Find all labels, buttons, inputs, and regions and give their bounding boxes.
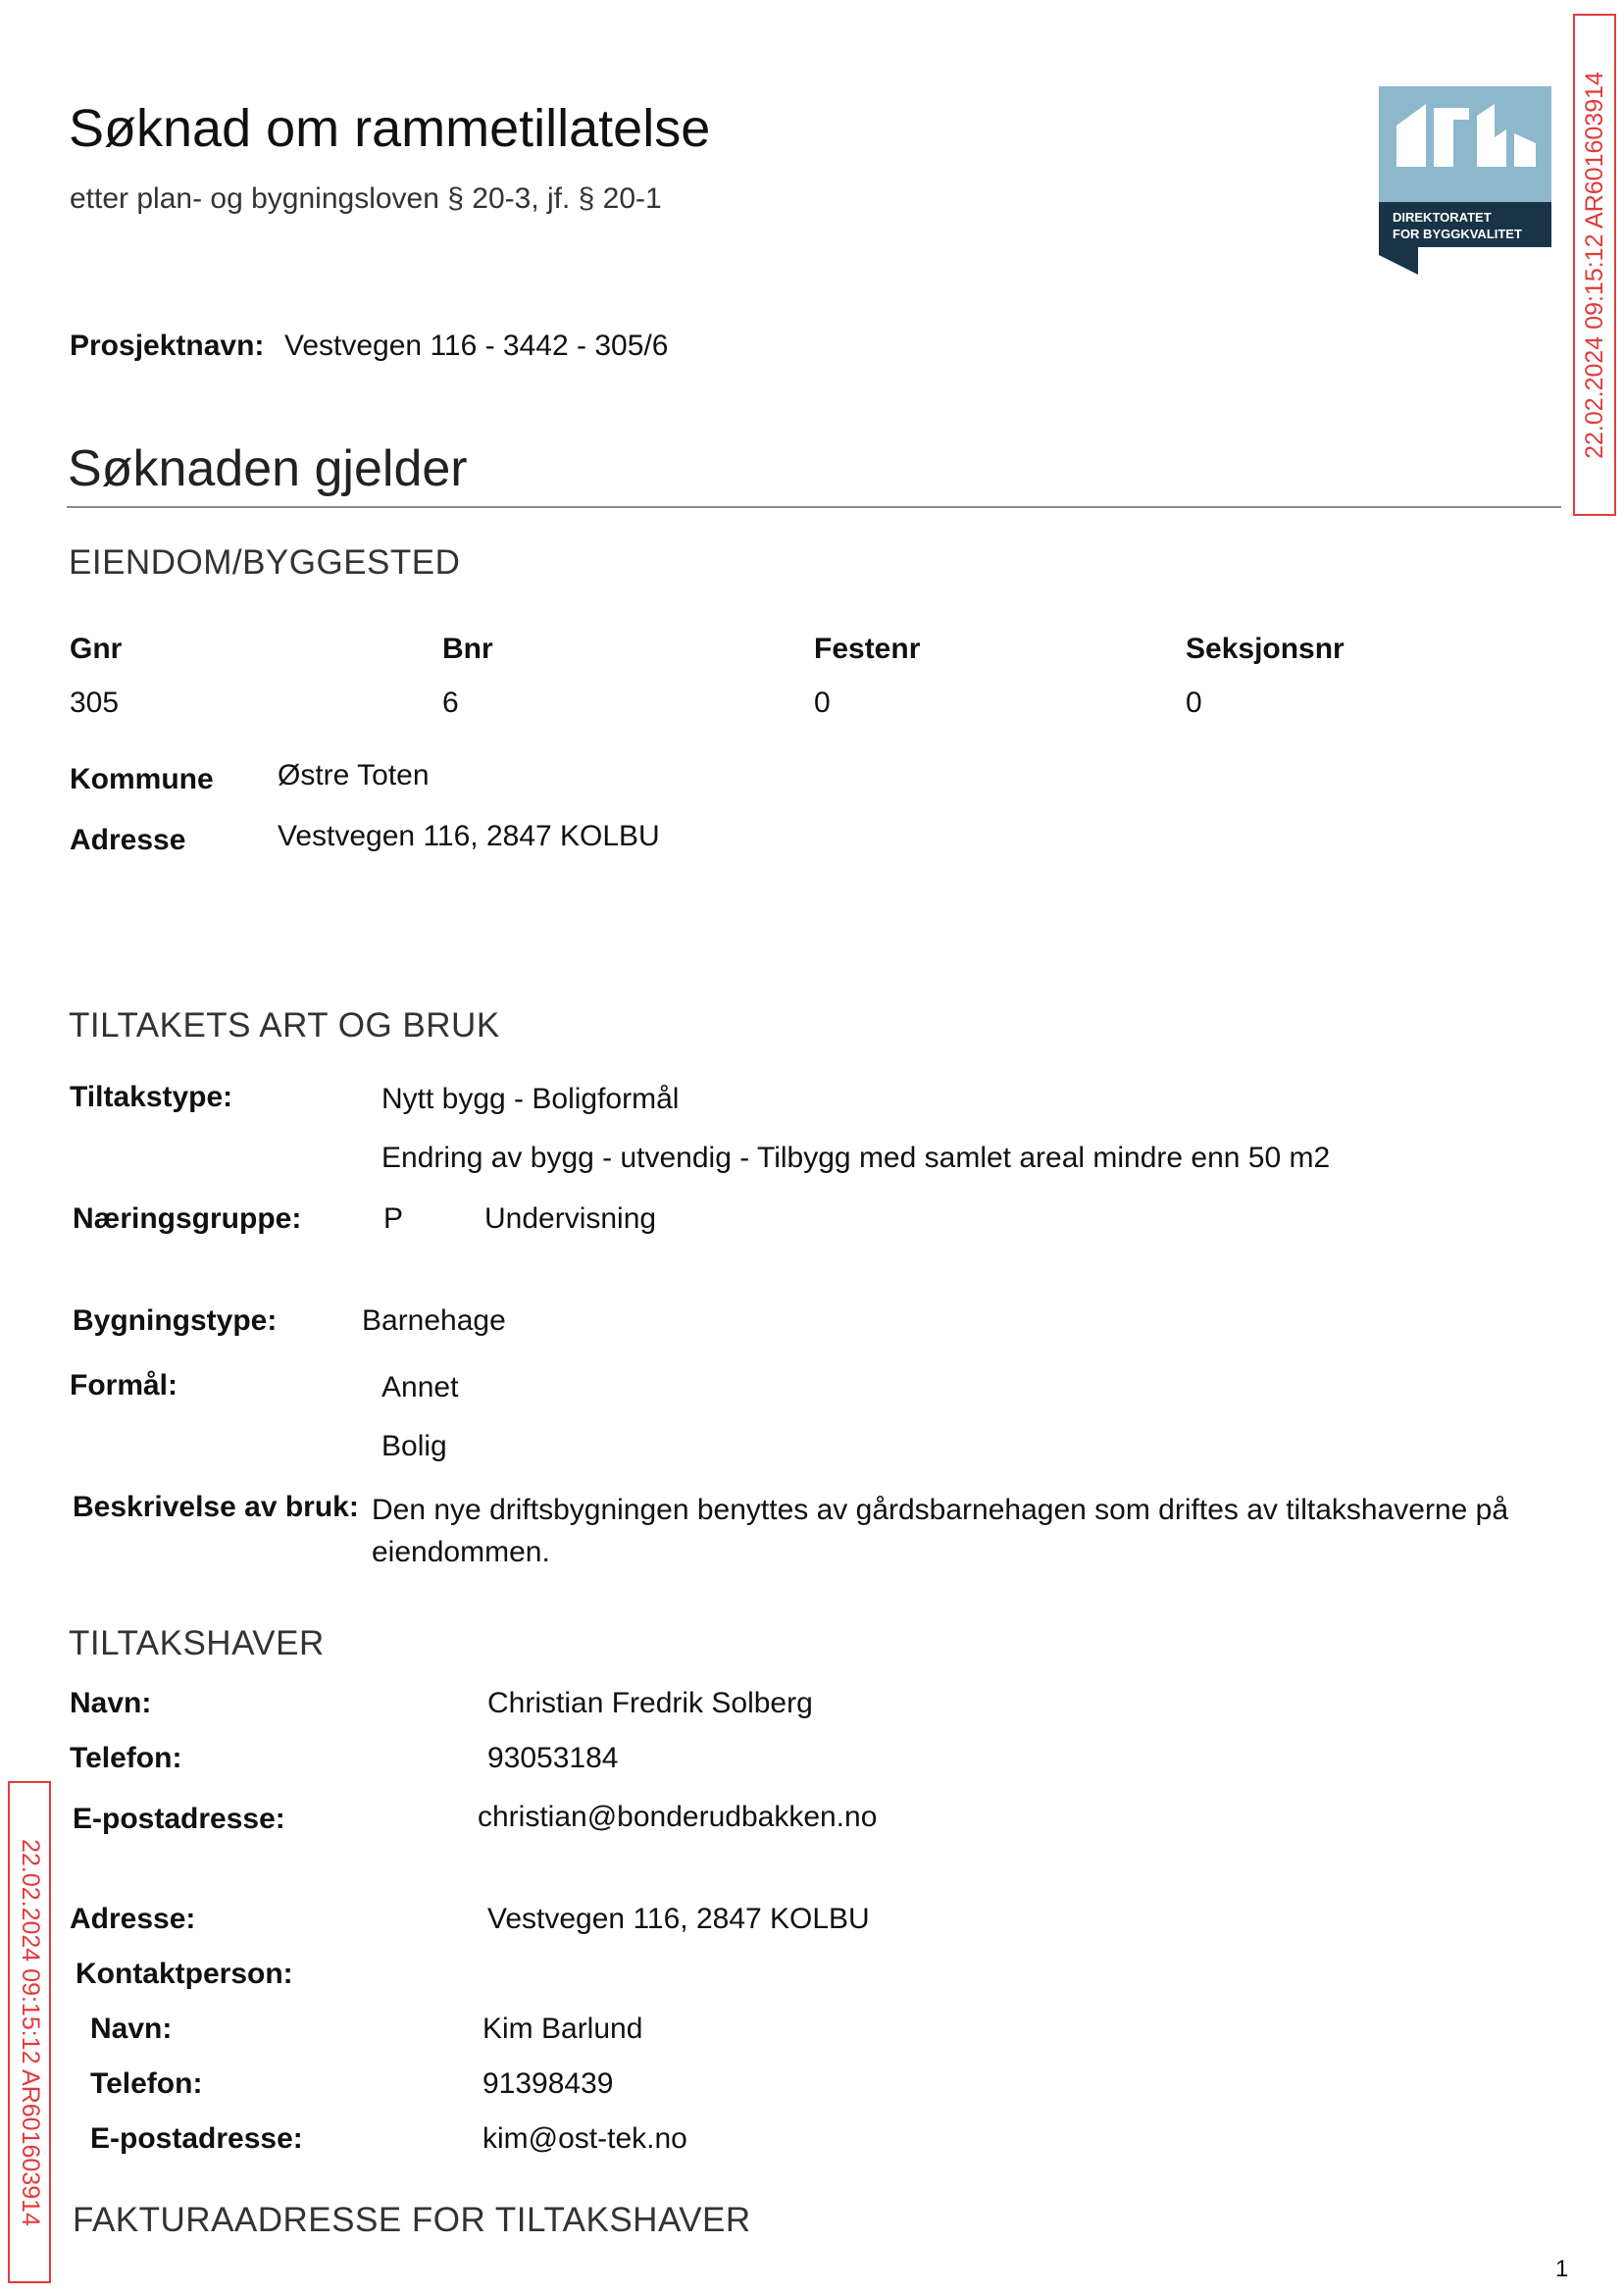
seksjonsnr-value: 0 [1186,687,1202,719]
page-title: Søknad om rammetillatelse [69,99,711,158]
document-stamp-top [1573,14,1616,516]
page-number: 1 [1555,2256,1569,2282]
logo-text-line2: FOR BYGGKVALITET [1393,227,1522,241]
project-name-label: Prosjektnavn: [70,330,265,362]
kontakt-telefon-value: 91398439 [482,2067,614,2100]
tiltakshaver-telefon-label: Telefon: [70,1742,182,1774]
formal-label: Formål: [70,1369,178,1402]
faktura-heading: FAKTURAADRESSE FOR TILTAKSHAVER [73,2201,751,2239]
bnr-value: 6 [442,687,459,719]
bnr-label: Bnr [442,633,493,665]
eiendom-heading: EIENDOM/BYGGESTED [69,543,461,582]
tiltakshaver-adresse-value: Vestvegen 116, 2847 KOLBU [487,1903,870,1935]
naeringsgruppe-code: P [383,1202,404,1235]
tiltakshaver-navn-label: Navn: [70,1687,152,1719]
naeringsgruppe-value: Undervisning [484,1202,657,1235]
logo-text-line1: DIREKTORATET [1393,210,1492,225]
kommune-value: Østre Toten [278,759,430,791]
tiltakshaver-heading: TILTAKSHAVER [69,1624,325,1662]
naeringsgruppe-label: Næringsgruppe: [73,1202,302,1235]
adresse-label: Adresse [70,824,186,856]
tiltakshaver-epost-label: E-postadresse: [73,1803,285,1835]
stamp-text: 22.02.2024 09:15:12 AR601603914 [16,1838,44,2226]
seksjonsnr-label: Seksjonsnr [1186,633,1345,665]
project-name-value: Vestvegen 116 - 3442 - 305/6 [284,330,669,362]
formal-value: Bolig [381,1430,447,1462]
tiltakshaver-telefon-value: 93053184 [487,1742,619,1774]
stamp-text: 22.02.2024 09:15:12 AR601603914 [1580,71,1608,459]
gnr-value: 305 [70,687,120,719]
bygningstype-value: Barnehage [362,1304,506,1337]
kommune-label: Kommune [70,763,214,795]
bygningstype-label: Bygningstype: [73,1304,278,1337]
document-stamp-bottom [8,1781,51,2283]
festenr-value: 0 [814,687,831,719]
beskrivelse-label: Beskrivelse av bruk: [73,1491,359,1523]
tiltakstype-label: Tiltakstype: [70,1081,233,1113]
gnr-label: Gnr [70,633,123,665]
kontakt-navn-label: Navn: [90,2013,173,2045]
tiltakshaver-adresse-label: Adresse: [70,1903,196,1935]
kontaktperson-label: Kontaktperson: [76,1958,293,1990]
kontakt-epost-value: kim@ost-tek.no [482,2122,687,2155]
kontakt-epost-label: E-postadresse: [90,2122,303,2155]
tiltakshaver-epost-value: christian@bonderudbakken.no [478,1801,878,1833]
section-title: Søknaden gjelder [68,440,468,497]
adresse-value: Vestvegen 116, 2847 KOLBU [278,820,660,852]
formal-value: Annet [381,1371,459,1403]
tiltakshaver-navn-value: Christian Fredrik Solberg [487,1687,813,1719]
tiltakstype-value: Endring av bygg - utvendig - Tilbygg med samlet areal mindre enn 50 m2 [381,1142,1331,1174]
kontakt-telefon-label: Telefon: [90,2067,203,2100]
beskrivelse-value: Den nye driftsbygningen benyttes av gårdsbarnehagen som driftes av tiltakshaverne på eiendommen. [372,1494,1509,1568]
page-subtitle: etter plan- og bygningsloven § 20-3, jf. § 20-1 [70,182,662,215]
section-divider [67,506,1561,508]
tiltakstype-value: Nytt bygg - Boligformål [381,1083,680,1115]
festenr-label: Festenr [814,633,921,665]
dibk-logo [1379,86,1551,275]
tiltak-heading: TILTAKETS ART OG BRUK [69,1006,500,1045]
kontakt-navn-value: Kim Barlund [482,2013,643,2045]
